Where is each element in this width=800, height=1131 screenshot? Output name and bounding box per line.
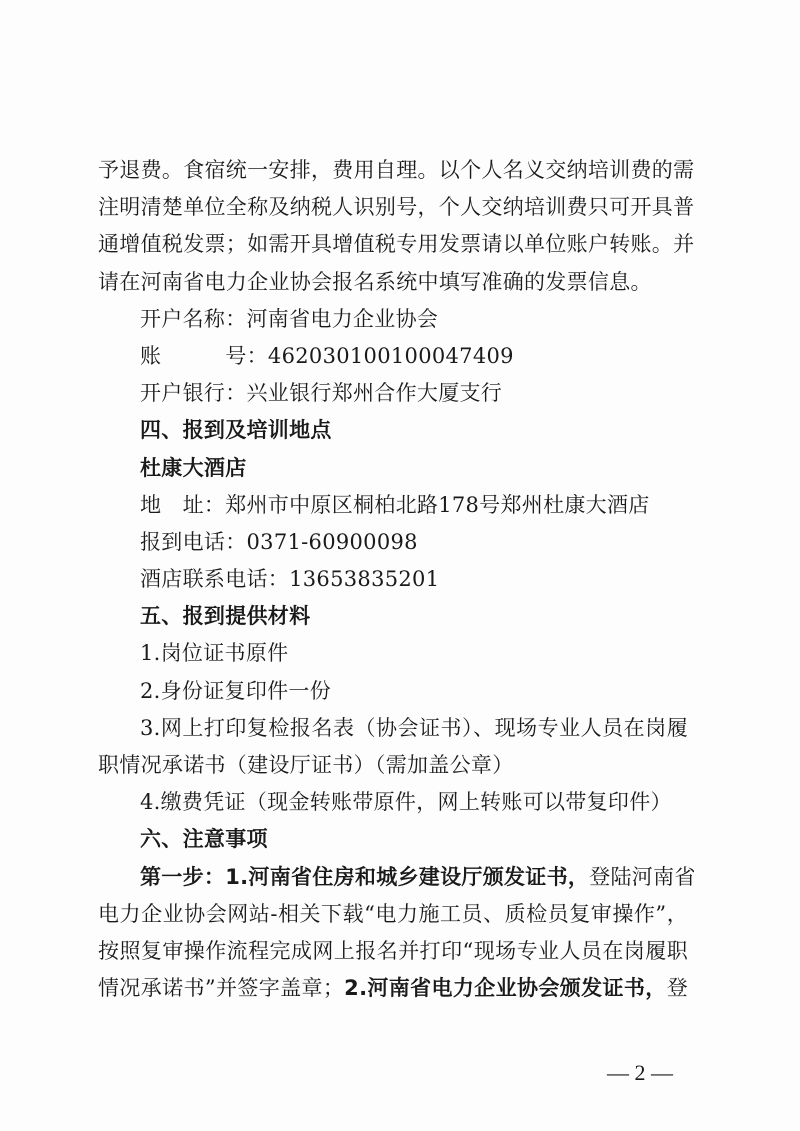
step-1-rest-text: 登陆河南省 — [589, 864, 696, 889]
material-item-3-line-2: 职情况承诺书（建设厅证书）（需加盖公章） — [98, 753, 514, 777]
step-1-line-3: 按照复审操作流程完成网上报名并打印“现场专业人员在岗履职 — [98, 938, 688, 963]
section-6-heading: 六、注意事项 — [140, 827, 268, 852]
page-number: — 2 — — [607, 1060, 673, 1085]
hotel-phone-label: 酒店联系电话： — [140, 567, 290, 592]
step-1-bold-text: 第一步：1.河南省住房和城乡建设厅颁发证书， — [140, 864, 590, 889]
hotel-address-label: 地 址： — [140, 492, 226, 517]
step-1-line-1 — [98, 859, 696, 896]
paragraph-line-4: 请在河南省电力企业协会报名系统中填写准确的发票信息。 — [98, 269, 652, 294]
account-bank-value: 兴业银行郑州合作大厦支行 — [246, 381, 503, 406]
hotel-name: 杜康大酒店 — [140, 455, 247, 480]
step-1-line-2: 电力企业协会网站-相关下载“电力施工员、质检员复审操作”， — [98, 901, 688, 926]
paragraph-line-2: 注明清楚单位全称及纳税人识别号，个人交纳培训费只可开具普 — [98, 195, 695, 220]
account-name-row — [98, 301, 688, 338]
hotel-phone-value: 13653835201 — [289, 567, 440, 592]
material-item-3-line-1: 3.网上打印复检报名表（协会证书）、现场专业人员在岗履 — [140, 715, 688, 740]
hotel-address-row — [98, 487, 688, 524]
material-item-2: 2.身份证复印件一份 — [140, 678, 332, 703]
section-5-heading: 五、报到提供材料 — [140, 604, 311, 629]
account-name-value: 河南省电力企业协会 — [246, 306, 439, 331]
hotel-address-value: 郑州市中原区桐柏北路178号郑州杜康大酒店 — [225, 492, 650, 517]
checkin-phone-row — [98, 524, 688, 561]
checkin-phone-value: 0371-60900098 — [246, 529, 418, 554]
document-body — [98, 152, 696, 1007]
account-bank-label: 开户银行： — [140, 381, 247, 406]
step-1-line-4 — [98, 970, 688, 1007]
account-number-label-part1: 账 — [140, 343, 162, 368]
step-2-rest-text: 登 — [666, 976, 688, 1001]
material-item-1: 1.岗位证书原件 — [140, 641, 289, 666]
account-name-label: 开户名称： — [140, 306, 247, 331]
material-item-4: 4.缴费凭证（现金转账带原件，网上转账可以带复印件） — [140, 790, 672, 815]
paragraph-line-3: 通增值税发票；如需开具增值税专用发票请以单位账户转账。并 — [98, 232, 695, 257]
account-number-label-part2: 号： — [225, 343, 268, 368]
account-number-row — [98, 338, 688, 375]
checkin-phone-label: 报到电话： — [140, 529, 247, 554]
account-number-value: 462030100100047409 — [267, 343, 514, 368]
step-1-line-4-text: 情况承诺书”并签字盖章； — [98, 976, 345, 1001]
account-bank-row — [98, 375, 688, 412]
hotel-phone-row — [98, 561, 688, 598]
step-2-bold-text: 2.河南省电力企业协会颁发证书， — [344, 976, 667, 1001]
paragraph-line-1: 予退费。食宿统一安排，费用自理。以个人名义交纳培训费的需 — [98, 158, 695, 182]
section-4-heading: 四、报到及培训地点 — [140, 418, 332, 443]
